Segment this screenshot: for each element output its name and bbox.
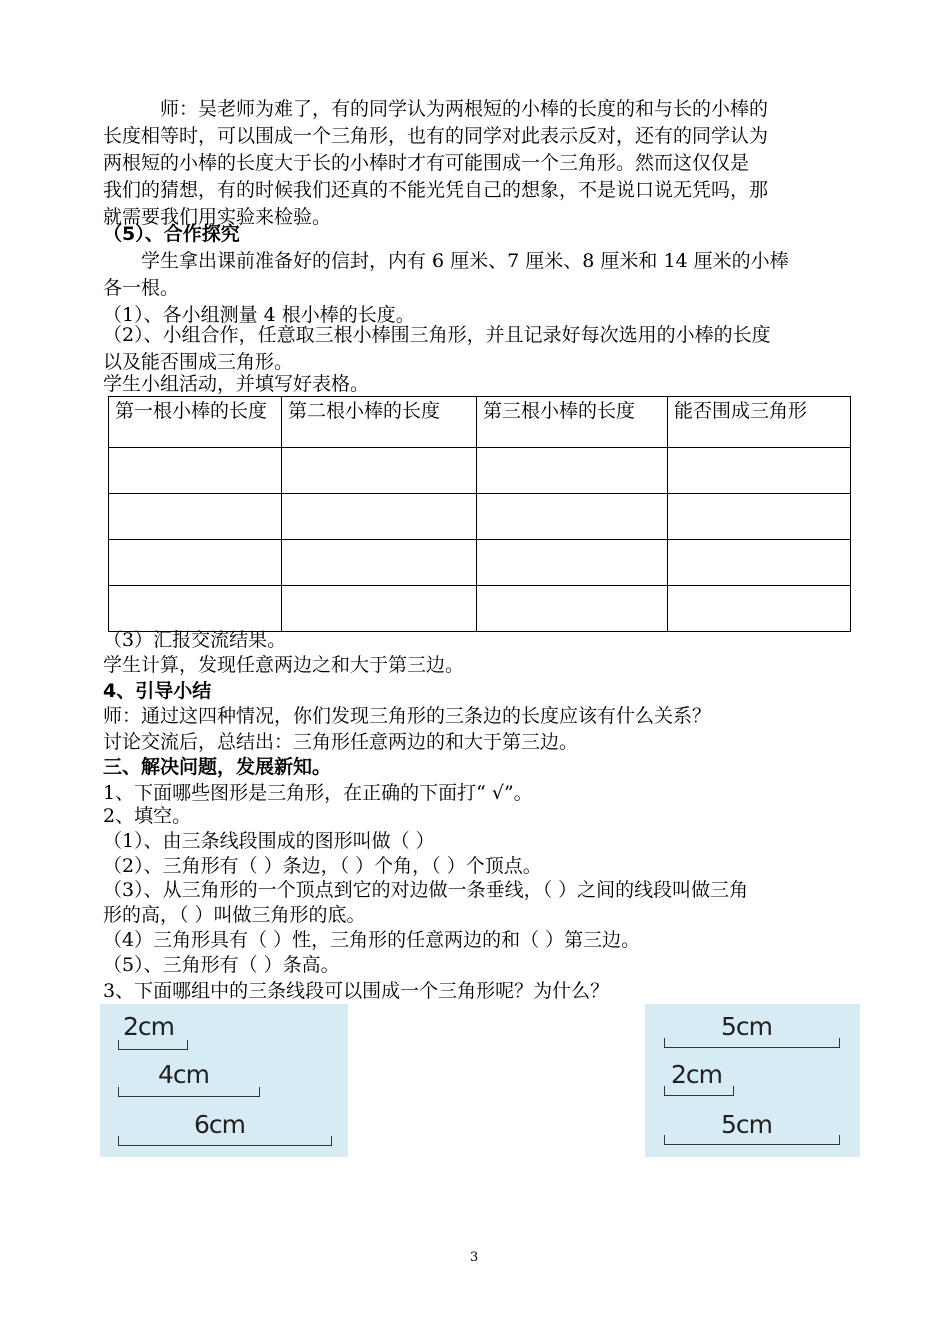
fill-blank-5: （5）、三角形有（ ）条高。 (103, 954, 340, 976)
step-calculate: 学生计算，发现任意两边之和大于第三边。 (103, 654, 465, 676)
paragraph-envelope-1: 学生拿出课前准备好的信封，内有 6 厘米、7 厘米、8 厘米和 14 厘米的小棒 (141, 250, 789, 272)
segment-label: 4cm (158, 1060, 210, 1089)
table-header-cell: 第三根小棒的长度 (477, 397, 668, 448)
fill-blank-1: （1）、由三条线段围成的图形叫做（ ） (103, 830, 435, 852)
paragraph-teacher-1: 师：吴老师为难了，有的同学认为两根短的小棒的长度的和与长的小棒的 (160, 98, 769, 120)
fill-blank-2: （2）、三角形有（ ）条边，（ ）个角，（ ）个顶点。 (103, 855, 542, 877)
table-header-cell: 第二根小棒的长度 (282, 397, 477, 448)
table-cell (477, 586, 668, 632)
section-heading-solve: 三、解决问题，发展新知。 (103, 756, 332, 778)
line-segment (664, 1086, 734, 1096)
segment-group-left (100, 1004, 348, 1157)
table-cell (109, 448, 282, 494)
table-cell (477, 540, 668, 586)
segment-label: 6cm (194, 1110, 246, 1139)
paragraph-teacher-2: 长度相等时，可以围成一个三角形，也有的同学对此表示反对，还有的同学认为 (103, 125, 769, 147)
line-segment (118, 1136, 332, 1146)
section-heading-summary: 4、引导小结 (103, 680, 212, 702)
table-cell (477, 448, 668, 494)
table-cell (109, 586, 282, 632)
segment-label: 5cm (721, 1012, 773, 1041)
step-2-line-2: 以及能否围成三角形。 (103, 351, 294, 373)
line-segment (118, 1087, 260, 1097)
fill-blank-4: （4）三角形具有（ ）性，三角形的任意两边的和（ ）第三边。 (103, 929, 641, 951)
table-cell (477, 494, 668, 540)
teacher-question: 师：通过这四种情况，你们发现三角形的三条边的长度应该有什么关系？ (103, 705, 712, 727)
exercise-2: 2、填空。 (103, 805, 192, 827)
record-table (108, 396, 851, 632)
table-cell (668, 540, 851, 586)
step-1: （1）、各小组测量 4 根小棒的长度。 (103, 304, 415, 326)
segment-label: 2cm (671, 1060, 723, 1089)
table-cell (282, 448, 477, 494)
table-cell (668, 448, 851, 494)
page-number: 3 (470, 1250, 479, 1265)
table-header-cell: 第一根小棒的长度 (109, 397, 282, 448)
table-row (109, 540, 851, 586)
table-row (109, 448, 851, 494)
table-cell (282, 540, 477, 586)
line-segment (664, 1135, 840, 1145)
paragraph-teacher-4: 我们的猜想，有的时候我们还真的不能光凭自己的想象，不是说口说无凭吗，那 (103, 179, 769, 201)
exercise-3: 3、下面哪组中的三条线段可以围成一个三角形呢？为什么？ (103, 980, 610, 1002)
table-row (109, 586, 851, 632)
line-segment (664, 1038, 840, 1048)
segment-group-right (645, 1004, 860, 1157)
table-cell (668, 494, 851, 540)
table-cell (282, 586, 477, 632)
paragraph-envelope-2: 各一根。 (103, 277, 180, 299)
section-heading-cooperate: （5）、合作探究 (103, 223, 240, 245)
table-header-row (109, 397, 851, 448)
fill-blank-3-line-1: （3）、从三角形的一个顶点到它的对边做一条垂线，（ ）之间的线段叫做三角 (103, 879, 749, 901)
table-cell (109, 540, 282, 586)
table-header-cell: 能否围成三角形 (668, 397, 851, 448)
step-2-line-1: （2）、小组合作，任意取三根小棒围三角形，并且记录好每次选用的小棒的长度 (103, 324, 771, 346)
segment-label: 5cm (721, 1110, 773, 1139)
table-row (109, 494, 851, 540)
table-cell (668, 586, 851, 632)
table-cell (282, 494, 477, 540)
fill-blank-3-line-2: 形的高，（ ）叫做三角形的底。 (103, 904, 366, 926)
step-report: （3）汇报交流结果。 (103, 629, 287, 651)
step-3: 学生小组活动，并填写好表格。 (103, 373, 370, 395)
summary-conclusion: 讨论交流后，总结出：三角形任意两边的和大于第三边。 (103, 731, 579, 753)
paragraph-teacher-3: 两根短的小棒的长度大于长的小棒时才有可能围成一个三角形。然而这仅仅是 (103, 152, 750, 174)
exercise-1: 1、下面哪些图形是三角形，在正确的下面打“ √”。 (103, 782, 533, 804)
paragraph-teacher-5: 就需要我们用实验来检验。 (103, 206, 332, 228)
line-segment (118, 1040, 188, 1050)
table-cell (109, 494, 282, 540)
segment-label: 2cm (123, 1012, 175, 1041)
